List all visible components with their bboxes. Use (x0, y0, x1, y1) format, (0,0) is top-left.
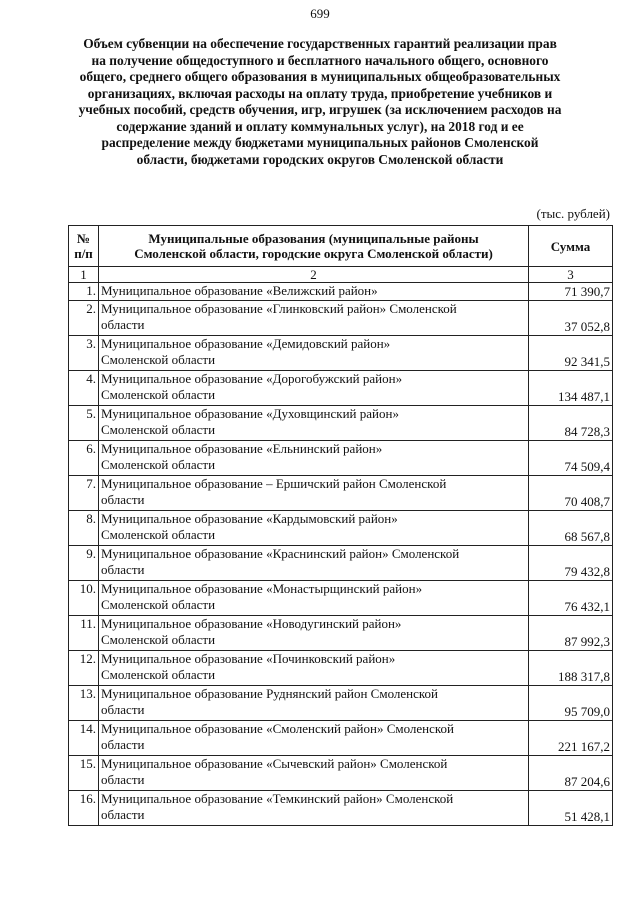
municipality-name-line: Смоленской области (101, 422, 216, 437)
municipality-name-line: области (101, 492, 145, 507)
municipality-name (99, 283, 529, 301)
title-line: области, бюджетами городских округов Смоленской области (136, 151, 504, 167)
row-number: 4. (69, 371, 99, 406)
municipality-name-line: Смоленской области (101, 352, 216, 367)
table-body (69, 283, 613, 826)
table-row (69, 441, 613, 476)
municipality-name-line: Муниципальное образование «Темкинский район» Смоленской (101, 791, 454, 806)
municipality-name-line: Муниципальное образование «Починковский район» (101, 651, 396, 666)
municipality-name (99, 476, 529, 511)
header-number-line: п/п (74, 246, 93, 261)
header-number-line: № (76, 231, 91, 246)
municipality-name-line: Смоленской области (101, 527, 216, 542)
row-sum: 92 341,5 (529, 336, 613, 371)
row-sum: 79 432,8 (529, 546, 613, 581)
row-number: 2. (69, 301, 99, 336)
page-number: 699 (310, 6, 330, 21)
row-sum: 37 052,8 (529, 301, 613, 336)
municipality-name-line: Муниципальное образование «Демидовский район» (101, 336, 391, 351)
municipality-name-line: Муниципальное образование «Смоленский район» Смоленской (101, 721, 455, 736)
municipality-name (99, 371, 529, 406)
table-row (69, 283, 613, 301)
municipality-name (99, 511, 529, 546)
municipality-name-line: области (101, 807, 145, 822)
row-number: 15. (69, 756, 99, 791)
row-sum: 95 709,0 (529, 686, 613, 721)
header-sum: Сумма (529, 226, 613, 267)
row-sum: 87 204,6 (529, 756, 613, 791)
row-number: 13. (69, 686, 99, 721)
municipality-name-line: области (101, 702, 145, 717)
column-number: 2 (99, 267, 529, 283)
municipality-name (99, 336, 529, 371)
municipality-name (99, 686, 529, 721)
title-line: организациях, включая расходы на оплату труда, приобретение учебников и (87, 85, 553, 101)
row-sum: 84 728,3 (529, 406, 613, 441)
table-row (69, 756, 613, 791)
table-row (69, 371, 613, 406)
row-number: 14. (69, 721, 99, 756)
row-number: 10. (69, 581, 99, 616)
municipality-name-line: Смоленской области (101, 597, 216, 612)
municipality-name (99, 756, 529, 791)
municipality-name-line: Муниципальное образование «Сычевский район» Смоленской (101, 756, 448, 771)
municipality-name (99, 546, 529, 581)
municipality-name-line: Смоленской области (101, 387, 216, 402)
title-line: содержание зданий и оплату коммунальных услуг), на 2018 год и ее (116, 118, 524, 134)
municipality-name (99, 791, 529, 826)
municipality-name-line: Муниципальное образование «Новодугинский район» (101, 616, 402, 631)
row-sum: 51 428,1 (529, 791, 613, 826)
column-number: 1 (69, 267, 99, 283)
municipality-name (99, 651, 529, 686)
subvention-table (68, 225, 613, 826)
table-row (69, 336, 613, 371)
row-number: 11. (69, 616, 99, 651)
municipality-name-line: области (101, 737, 145, 752)
table-row (69, 301, 613, 336)
row-number: 3. (69, 336, 99, 371)
row-sum: 76 432,1 (529, 581, 613, 616)
municipality-name-line: Муниципальное образование «Велижский район» (101, 283, 378, 298)
municipality-name (99, 301, 529, 336)
row-number: 5. (69, 406, 99, 441)
municipality-name-line: Муниципальное образование «Кардымовский район» (101, 511, 398, 526)
municipality-name-line: Муниципальное образование «Дорогобужский район» (101, 371, 403, 386)
municipality-name-line: Муниципальное образование «Ельнинский район» (101, 441, 383, 456)
row-number: 1. (69, 283, 99, 301)
table-row (69, 616, 613, 651)
document-title (50, 36, 590, 168)
header-number (69, 226, 99, 267)
municipality-name-line: Муниципальное образование «Краснинский район» Смоленской (101, 546, 460, 561)
municipality-name (99, 441, 529, 476)
column-number: 3 (529, 267, 613, 283)
table-row (69, 511, 613, 546)
row-number: 9. (69, 546, 99, 581)
table-header-row (69, 226, 613, 267)
municipality-name-line: области (101, 562, 145, 577)
row-number: 7. (69, 476, 99, 511)
row-number: 8. (69, 511, 99, 546)
municipality-name-line: Муниципальное образование «Глинковский район» Смоленской (101, 301, 457, 316)
municipality-name (99, 721, 529, 756)
row-number: 6. (69, 441, 99, 476)
row-sum: 134 487,1 (529, 371, 613, 406)
row-sum: 221 167,2 (529, 721, 613, 756)
row-sum: 70 408,7 (529, 476, 613, 511)
row-sum: 68 567,8 (529, 511, 613, 546)
municipality-name-line: области (101, 772, 145, 787)
header-municipality-line: Муниципальные образования (муниципальные районы (148, 231, 479, 246)
municipality-name-line: Смоленской области (101, 667, 216, 682)
municipality-name-line: Смоленской области (101, 457, 216, 472)
municipality-name-line: Муниципальное образование Руднянский район Смоленской (101, 686, 438, 701)
column-number-row (69, 267, 613, 283)
municipality-name (99, 581, 529, 616)
municipality-name-line: Муниципальное образование – Ершичский район Смоленской (101, 476, 447, 491)
header-municipality (99, 226, 529, 267)
title-line: распределение между бюджетами муниципальных районов Смоленской (101, 135, 539, 150)
table-row (69, 686, 613, 721)
row-number: 16. (69, 791, 99, 826)
table-row (69, 651, 613, 686)
municipality-name-line: Муниципальное образование «Монастырщинский район» (101, 581, 423, 596)
municipality-name (99, 406, 529, 441)
table-row (69, 791, 613, 826)
table-row (69, 406, 613, 441)
row-sum: 188 317,8 (529, 651, 613, 686)
row-number: 12. (69, 651, 99, 686)
title-line: общего, среднего общего образования в муниципальных общеобразовательных (79, 69, 561, 84)
row-sum: 71 390,7 (529, 283, 613, 301)
municipality-name-line: области (101, 317, 145, 332)
municipality-name-line: Смоленской области (101, 632, 216, 647)
municipality-name-line: Муниципальное образование «Духовщинский район» (101, 406, 399, 421)
municipality-name (99, 616, 529, 651)
title-line: Объем субвенции на обеспечение государственных гарантий реализации прав (83, 36, 557, 51)
title-line: учебных пособий, средств обучения, игр, игрушек (за исключением расходов на (78, 102, 562, 117)
title-line: на получение общедоступного и бесплатного начального общего, основного (91, 52, 549, 68)
row-sum: 87 992,3 (529, 616, 613, 651)
units-label: (тыс. рублей) (536, 206, 610, 221)
row-sum: 74 509,4 (529, 441, 613, 476)
table-row (69, 546, 613, 581)
table-row (69, 476, 613, 511)
table-row (69, 721, 613, 756)
table-row (69, 581, 613, 616)
header-municipality-line: Смоленской области, городские округа Смоленской области) (134, 246, 493, 261)
